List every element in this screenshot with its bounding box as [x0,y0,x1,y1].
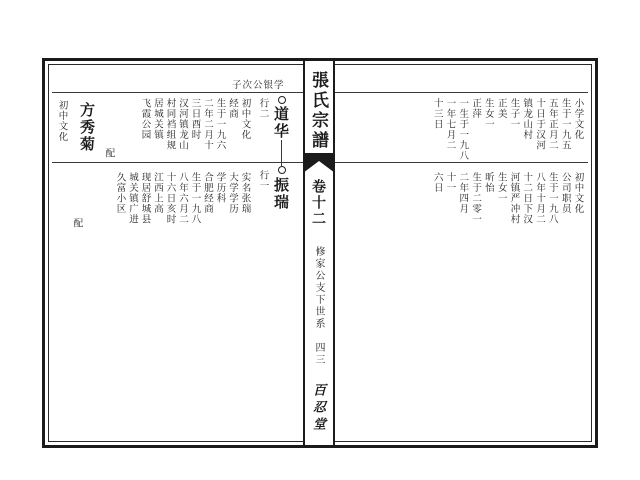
right-upper-column-3: 五年正月二 [546,98,558,151]
right-lower-column-7: 生女一 [495,172,507,204]
spouse-name: 方秀菊 [78,102,96,153]
person2-mark: 配 [71,218,83,229]
person2-bio-column-2: 大学学历 [227,172,238,214]
spine-right-edge [333,61,335,445]
lineage-connector [281,140,282,166]
left-header-rule [52,92,303,93]
right-lower-column-10: 二年四月 [457,172,469,214]
right-upper-column-1: 小学文化 [572,98,584,140]
right-upper-column-10: 一生于一九八 [457,98,469,161]
person2-node-icon [278,166,286,174]
person2-bio-column-10: 城关镇广进 [127,172,138,225]
person2-bio-column-7: 十六日亥时 [164,172,176,225]
right-upper-column-11: 一年七月二 [444,98,456,151]
person1-bio-column-1: 初中文化 [239,98,251,140]
person1-bio-column-2: 经商 [227,98,238,119]
person2-bio-column-11: 久富小区 [114,172,126,214]
right-lower-column-8: 昕怡 [482,172,494,193]
person1-bio-column-6: 汉河镇龙山 [177,98,188,151]
right-upper-column-2: 生于一九五 [559,98,571,151]
person2-bio-column-6: 八年六月二 [177,172,188,225]
person2-bio-column-9: 现居舒城县 [139,172,151,225]
right-upper-column-4: 十日于汉河 [534,98,546,151]
right-upper-column-6: 生子一 [508,98,520,130]
person2-bio-column-3: 学历科 [214,172,226,204]
person1-bio-column-3: 生于一九六 [214,98,226,151]
right-upper-column-12: 十三日 [431,98,443,130]
right-lower-column-4: 八年十月二 [534,172,546,225]
person2-bio-column-1: 实名张瑞 [239,172,251,214]
person1-bio-column-9: 飞霞公园 [139,98,151,140]
person2-name: 振瑞 [272,177,290,211]
person1-bio-column-7: 村同裆组规 [164,98,176,151]
right-upper-column-8: 生女一 [482,98,494,130]
left-page-header: 子次公银学 [232,80,285,91]
right-upper-column-9: 正萍 [470,98,482,119]
right-header-rule [335,92,588,93]
right-lower-column-9: 生于二零一 [470,172,482,225]
right-lower-column-6: 河镇严冲村 [508,172,520,225]
book-spine [303,61,335,445]
person1-bio-column-8: 居城关镇 [152,98,163,140]
right-lower-column-12: 六日 [431,172,443,193]
right-lower-column-1: 初中文化 [572,172,584,214]
right-lower-column-11: 十一 [444,172,456,193]
person1-bio-column-4: 二年二月十 [202,98,213,151]
spine-title: 張氏宗譜 [308,71,328,151]
right-lower-column-2: 公司职员 [559,172,571,214]
spine-hall-name: 百忍堂 [310,383,325,434]
person1-node-icon [278,96,286,104]
right-middle-rule [335,162,588,163]
right-upper-column-5: 镇龙山村 [521,98,533,140]
spouse-education: 初中文化 [56,100,68,142]
person2-bio-column-8: 江西上高 [152,172,163,214]
person1-bio-column-5: 三日酉时 [189,98,201,140]
right-lower-column-5: 十二日下汉 [521,172,533,225]
person1-rank: 行二 [257,98,269,119]
person2-rank: 行一 [257,170,269,191]
right-upper-column-7: 正美 [495,98,507,119]
spine-left-edge [303,61,305,445]
person2-bio-column-5: 生于一九八 [189,172,201,225]
person1-name: 道华 [272,106,290,140]
right-lower-column-3: 生于一九八 [546,172,558,225]
fishtail-ornament [303,153,335,173]
spouse-mark: 配 [103,148,115,159]
spine-section: 修家公支下世系 四三 [313,246,324,366]
spine-volume: 卷十二 [310,179,326,227]
person2-bio-column-4: 合肥经商 [202,172,213,214]
left-middle-rule [52,162,303,163]
